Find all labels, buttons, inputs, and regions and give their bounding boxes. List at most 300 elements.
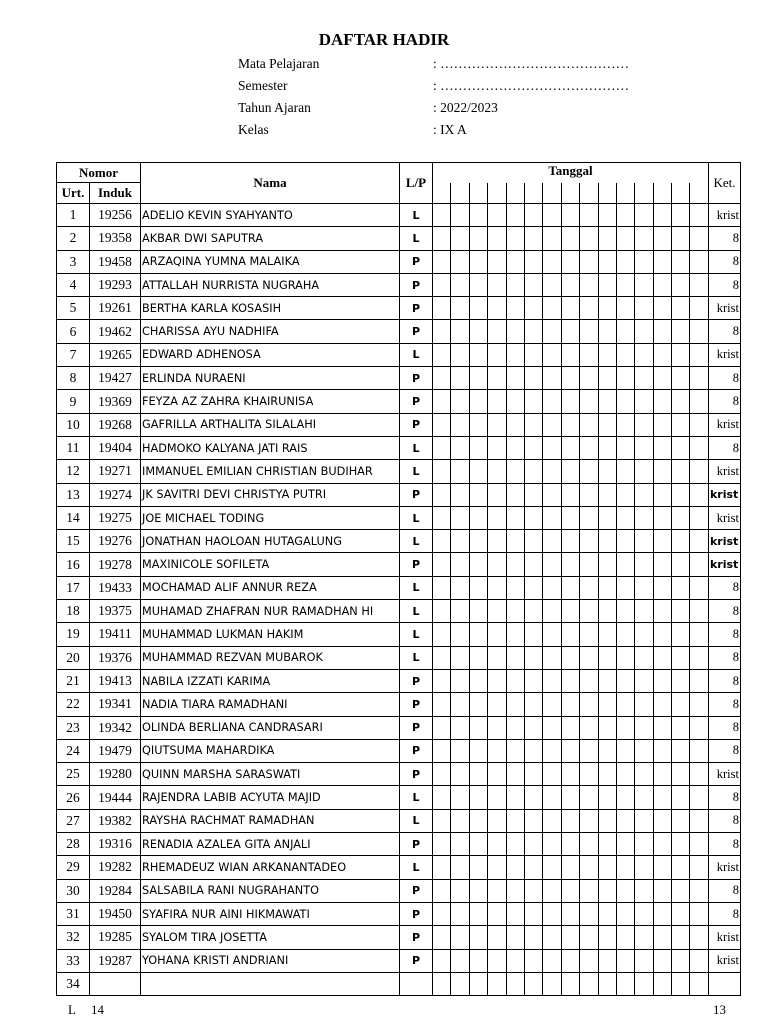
- attendance-cell: [635, 949, 653, 972]
- attendance-cell: [524, 600, 542, 623]
- header-date-cell: [543, 183, 561, 204]
- attendance-cell: [616, 926, 634, 949]
- attendance-cell: [469, 483, 487, 506]
- table-row: [57, 600, 741, 623]
- attendance-cell: [543, 879, 561, 902]
- attendance-cell: [635, 763, 653, 786]
- attendance-cell: [561, 646, 579, 669]
- attendance-cell: [451, 949, 469, 972]
- attendance-cell: [488, 204, 506, 227]
- cell-induk: 19369: [90, 390, 141, 413]
- attendance-cell: [433, 390, 451, 413]
- attendance-cell: [469, 367, 487, 390]
- cell-ket: 8: [708, 273, 740, 296]
- attendance-cell: [433, 949, 451, 972]
- attendance-cell: [616, 227, 634, 250]
- cell-urt: 3: [57, 250, 90, 273]
- cell-nama: FEYZA AZ ZAHRA KHAIRUNISA: [141, 390, 400, 413]
- cell-induk: 19479: [90, 739, 141, 762]
- attendance-cell: [561, 809, 579, 832]
- table-body: [57, 204, 741, 996]
- attendance-cell: [672, 600, 690, 623]
- cell-nama: AKBAR DWI SAPUTRA: [141, 227, 400, 250]
- cell-urt: 34: [57, 972, 90, 995]
- attendance-cell: [653, 506, 671, 529]
- attendance-cell: [433, 273, 451, 296]
- attendance-cell: [672, 483, 690, 506]
- cell-lp: L: [400, 623, 433, 646]
- cell-lp: L: [400, 600, 433, 623]
- cell-induk: 19450: [90, 902, 141, 925]
- table-row: [57, 343, 741, 366]
- attendance-cell: [598, 250, 616, 273]
- attendance-cell: [488, 809, 506, 832]
- attendance-cell: [488, 390, 506, 413]
- attendance-cell: [469, 343, 487, 366]
- attendance-cell: [598, 506, 616, 529]
- table-row: [57, 553, 741, 576]
- attendance-cell: [561, 739, 579, 762]
- attendance-cell: [506, 553, 524, 576]
- cell-urt: 16: [57, 553, 90, 576]
- cell-ket: 8: [708, 902, 740, 925]
- attendance-cell: [635, 273, 653, 296]
- attendance-cell: [690, 390, 708, 413]
- cell-lp: P: [400, 879, 433, 902]
- attendance-cell: [690, 506, 708, 529]
- attendance-cell: [653, 739, 671, 762]
- cell-nama: RENADIA AZALEA GITA ANJALI: [141, 833, 400, 856]
- cell-lp: L: [400, 436, 433, 459]
- attendance-cell: [690, 972, 708, 995]
- attendance-cell: [690, 693, 708, 716]
- cell-urt: 26: [57, 786, 90, 809]
- attendance-cell: [488, 506, 506, 529]
- cell-lp: P: [400, 693, 433, 716]
- attendance-cell: [469, 530, 487, 553]
- attendance-cell: [451, 343, 469, 366]
- cell-urt: 30: [57, 879, 90, 902]
- cell-nama: MAXINICOLE SOFILETA: [141, 553, 400, 576]
- attendance-cell: [580, 646, 598, 669]
- attendance-cell: [635, 483, 653, 506]
- attendance-cell: [433, 460, 451, 483]
- attendance-cell: [598, 227, 616, 250]
- attendance-cell: [616, 972, 634, 995]
- attendance-cell: [690, 204, 708, 227]
- attendance-cell: [543, 669, 561, 692]
- cell-ket: 8: [708, 646, 740, 669]
- attendance-cell: [690, 879, 708, 902]
- attendance-cell: [672, 879, 690, 902]
- attendance-cell: [616, 786, 634, 809]
- cell-ket: krist: [708, 553, 740, 576]
- cell-lp: P: [400, 739, 433, 762]
- attendance-cell: [598, 460, 616, 483]
- attendance-cell: [469, 856, 487, 879]
- cell-nama: SYAFIRA NUR AINI HIKMAWATI: [141, 902, 400, 925]
- attendance-cell: [488, 669, 506, 692]
- cell-urt: 9: [57, 390, 90, 413]
- cell-urt: 5: [57, 297, 90, 320]
- attendance-cell: [451, 786, 469, 809]
- attendance-cell: [690, 716, 708, 739]
- attendance-cell: [469, 413, 487, 436]
- attendance-cell: [433, 413, 451, 436]
- table-row: [57, 506, 741, 529]
- attendance-cell: [469, 646, 487, 669]
- attendance-cell: [616, 833, 634, 856]
- cell-lp: P: [400, 553, 433, 576]
- cell-lp: P: [400, 413, 433, 436]
- attendance-cell: [598, 879, 616, 902]
- attendance-cell: [433, 600, 451, 623]
- attendance-cell: [524, 576, 542, 599]
- attendance-cell: [672, 972, 690, 995]
- attendance-cell: [451, 856, 469, 879]
- attendance-cell: [543, 786, 561, 809]
- attendance-cell: [506, 600, 524, 623]
- cell-induk: 19382: [90, 809, 141, 832]
- attendance-cell: [635, 972, 653, 995]
- attendance-cell: [598, 786, 616, 809]
- attendance-cell: [488, 763, 506, 786]
- attendance-cell: [506, 436, 524, 459]
- cell-lp: L: [400, 506, 433, 529]
- cell-urt: 1: [57, 204, 90, 227]
- attendance-cell: [690, 530, 708, 553]
- attendance-cell: [690, 413, 708, 436]
- attendance-cell: [580, 763, 598, 786]
- attendance-cell: [488, 693, 506, 716]
- attendance-cell: [451, 320, 469, 343]
- cell-induk: 19404: [90, 436, 141, 459]
- attendance-cell: [506, 949, 524, 972]
- attendance-cell: [635, 227, 653, 250]
- attendance-cell: [653, 297, 671, 320]
- attendance-cell: [580, 320, 598, 343]
- table-row: [57, 390, 741, 413]
- attendance-cell: [451, 763, 469, 786]
- attendance-cell: [635, 460, 653, 483]
- attendance-cell: [488, 716, 506, 739]
- attendance-cell: [469, 320, 487, 343]
- cell-urt: 32: [57, 926, 90, 949]
- attendance-cell: [524, 926, 542, 949]
- cell-ket: krist: [708, 926, 740, 949]
- attendance-cell: [543, 390, 561, 413]
- attendance-cell: [672, 763, 690, 786]
- attendance-cell: [543, 483, 561, 506]
- attendance-cell: [451, 530, 469, 553]
- attendance-cell: [561, 297, 579, 320]
- attendance-cell: [488, 972, 506, 995]
- attendance-cell: [672, 693, 690, 716]
- attendance-cell: [653, 320, 671, 343]
- attendance-cell: [561, 320, 579, 343]
- attendance-cell: [635, 926, 653, 949]
- table-row: [57, 530, 741, 553]
- cell-induk: 19433: [90, 576, 141, 599]
- cell-induk: 19342: [90, 716, 141, 739]
- meta-value: : IX A: [433, 122, 467, 137]
- attendance-cell: [561, 250, 579, 273]
- attendance-cell: [616, 343, 634, 366]
- attendance-cell: [598, 949, 616, 972]
- cell-ket: 8: [708, 576, 740, 599]
- cell-urt: 14: [57, 506, 90, 529]
- attendance-cell: [580, 367, 598, 390]
- attendance-cell: [451, 600, 469, 623]
- attendance-cell: [469, 809, 487, 832]
- attendance-cell: [524, 390, 542, 413]
- attendance-cell: [488, 926, 506, 949]
- attendance-cell: [653, 367, 671, 390]
- header-date-cell: [635, 183, 653, 204]
- attendance-cell: [543, 460, 561, 483]
- attendance-cell: [451, 646, 469, 669]
- attendance-cell: [580, 413, 598, 436]
- attendance-cell: [635, 856, 653, 879]
- cell-ket: krist: [708, 413, 740, 436]
- meta-label: Tahun Ajaran: [238, 100, 311, 115]
- attendance-cell: [469, 204, 487, 227]
- cell-nama: JOE MICHAEL TODING: [141, 506, 400, 529]
- table-row: [57, 972, 741, 995]
- attendance-cell: [469, 879, 487, 902]
- attendance-cell: [690, 902, 708, 925]
- attendance-cell: [488, 902, 506, 925]
- attendance-cell: [580, 809, 598, 832]
- attendance-cell: [488, 320, 506, 343]
- footer-l-label: L: [68, 1002, 76, 1017]
- cell-induk: 19271: [90, 460, 141, 483]
- attendance-cell: [580, 297, 598, 320]
- attendance-cell: [635, 343, 653, 366]
- attendance-cell: [488, 227, 506, 250]
- cell-lp: L: [400, 227, 433, 250]
- attendance-cell: [469, 553, 487, 576]
- attendance-cell: [616, 483, 634, 506]
- cell-lp: L: [400, 460, 433, 483]
- table-row: [57, 786, 741, 809]
- cell-lp: P: [400, 297, 433, 320]
- cell-lp: L: [400, 646, 433, 669]
- attendance-cell: [672, 367, 690, 390]
- cell-induk: 19261: [90, 297, 141, 320]
- attendance-cell: [451, 204, 469, 227]
- attendance-cell: [580, 926, 598, 949]
- header-date-cell: [672, 183, 690, 204]
- attendance-cell: [635, 320, 653, 343]
- table-row: [57, 949, 741, 972]
- cell-ket: krist: [708, 460, 740, 483]
- attendance-cell: [561, 343, 579, 366]
- attendance-cell: [635, 739, 653, 762]
- cell-induk: 19285: [90, 926, 141, 949]
- attendance-cell: [580, 273, 598, 296]
- attendance-cell: [598, 390, 616, 413]
- attendance-cell: [506, 623, 524, 646]
- attendance-cell: [543, 949, 561, 972]
- attendance-cell: [580, 786, 598, 809]
- cell-lp: L: [400, 856, 433, 879]
- attendance-cell: [433, 693, 451, 716]
- attendance-cell: [616, 390, 634, 413]
- attendance-cell: [433, 739, 451, 762]
- cell-lp: P: [400, 390, 433, 413]
- attendance-cell: [488, 483, 506, 506]
- attendance-cell: [488, 367, 506, 390]
- attendance-cell: [506, 739, 524, 762]
- cell-nama: SYALOM TIRA JOSETTA: [141, 926, 400, 949]
- attendance-cell: [506, 413, 524, 436]
- attendance-cell: [672, 320, 690, 343]
- meta-value: : 2022/2023: [433, 100, 498, 115]
- attendance-cell: [524, 949, 542, 972]
- cell-ket: krist: [708, 530, 740, 553]
- attendance-cell: [506, 833, 524, 856]
- attendance-cell: [433, 320, 451, 343]
- header-date-cell: [598, 183, 616, 204]
- attendance-cell: [653, 763, 671, 786]
- attendance-cell: [469, 739, 487, 762]
- attendance-cell: [635, 786, 653, 809]
- attendance-cell: [543, 367, 561, 390]
- attendance-cell: [598, 297, 616, 320]
- attendance-cell: [506, 902, 524, 925]
- attendance-cell: [672, 506, 690, 529]
- cell-ket: 8: [708, 250, 740, 273]
- footer-l-count: 14: [91, 1002, 104, 1017]
- header-date-cell: [488, 183, 506, 204]
- attendance-cell: [524, 320, 542, 343]
- table-row: [57, 669, 741, 692]
- attendance-cell: [524, 367, 542, 390]
- attendance-cell: [433, 716, 451, 739]
- attendance-cell: [488, 250, 506, 273]
- attendance-cell: [580, 833, 598, 856]
- attendance-cell: [451, 576, 469, 599]
- attendance-cell: [580, 600, 598, 623]
- attendance-cell: [561, 460, 579, 483]
- attendance-cell: [451, 227, 469, 250]
- header-tanggal: Tanggal: [433, 163, 709, 183]
- cell-nama: CHARISSA AYU NADHIFA: [141, 320, 400, 343]
- attendance-cell: [561, 576, 579, 599]
- attendance-cell: [598, 600, 616, 623]
- cell-nama: EDWARD ADHENOSA: [141, 343, 400, 366]
- attendance-cell: [433, 553, 451, 576]
- attendance-cell: [543, 204, 561, 227]
- attendance-cell: [543, 297, 561, 320]
- attendance-cell: [561, 786, 579, 809]
- attendance-cell: [653, 436, 671, 459]
- attendance-cell: [598, 739, 616, 762]
- attendance-cell: [598, 436, 616, 459]
- attendance-cell: [506, 716, 524, 739]
- attendance-cell: [524, 879, 542, 902]
- header-date-cell: [469, 183, 487, 204]
- attendance-cell: [653, 483, 671, 506]
- attendance-cell: [616, 646, 634, 669]
- cell-lp: P: [400, 949, 433, 972]
- cell-ket: 8: [708, 809, 740, 832]
- table-row: [57, 693, 741, 716]
- attendance-cell: [690, 669, 708, 692]
- table-row: [57, 413, 741, 436]
- attendance-cell: [598, 833, 616, 856]
- attendance-cell: [506, 320, 524, 343]
- attendance-cell: [488, 343, 506, 366]
- attendance-cell: [561, 763, 579, 786]
- cell-lp: [400, 972, 433, 995]
- attendance-cell: [672, 227, 690, 250]
- attendance-cell: [561, 669, 579, 692]
- cell-induk: 19256: [90, 204, 141, 227]
- cell-nama: NADIA TIARA RAMADHANI: [141, 693, 400, 716]
- attendance-cell: [543, 623, 561, 646]
- attendance-cell: [690, 949, 708, 972]
- header-date-cell: [433, 183, 451, 204]
- attendance-cell: [524, 646, 542, 669]
- attendance-cell: [616, 693, 634, 716]
- table-row: [57, 483, 741, 506]
- attendance-cell: [690, 250, 708, 273]
- attendance-cell: [616, 250, 634, 273]
- attendance-cell: [580, 716, 598, 739]
- attendance-cell: [653, 902, 671, 925]
- cell-ket: krist: [708, 297, 740, 320]
- attendance-cell: [506, 390, 524, 413]
- attendance-cell: [524, 902, 542, 925]
- attendance-cell: [543, 343, 561, 366]
- attendance-cell: [506, 273, 524, 296]
- attendance-cell: [469, 763, 487, 786]
- attendance-cell: [561, 413, 579, 436]
- attendance-cell: [690, 856, 708, 879]
- attendance-cell: [561, 972, 579, 995]
- cell-urt: 4: [57, 273, 90, 296]
- cell-nama: RAJENDRA LABIB ACYUTA MAJID: [141, 786, 400, 809]
- attendance-cell: [616, 949, 634, 972]
- attendance-cell: [616, 297, 634, 320]
- attendance-cell: [580, 390, 598, 413]
- attendance-cell: [616, 600, 634, 623]
- attendance-cell: [469, 576, 487, 599]
- cell-ket: 8: [708, 367, 740, 390]
- table-row: [57, 716, 741, 739]
- header-date-cell: [616, 183, 634, 204]
- attendance-cell: [488, 576, 506, 599]
- attendance-cell: [451, 273, 469, 296]
- attendance-cell: [433, 902, 451, 925]
- header-induk: Induk: [90, 183, 141, 204]
- attendance-cell: [598, 926, 616, 949]
- cell-induk: 19358: [90, 227, 141, 250]
- attendance-cell: [653, 460, 671, 483]
- attendance-cell: [524, 483, 542, 506]
- attendance-cell: [598, 273, 616, 296]
- attendance-cell: [653, 623, 671, 646]
- attendance-cell: [635, 204, 653, 227]
- header-date-cell: [690, 183, 708, 204]
- cell-nama: OLINDA BERLIANA CANDRASARI: [141, 716, 400, 739]
- attendance-cell: [580, 949, 598, 972]
- cell-urt: 6: [57, 320, 90, 343]
- attendance-cell: [451, 460, 469, 483]
- attendance-cell: [451, 367, 469, 390]
